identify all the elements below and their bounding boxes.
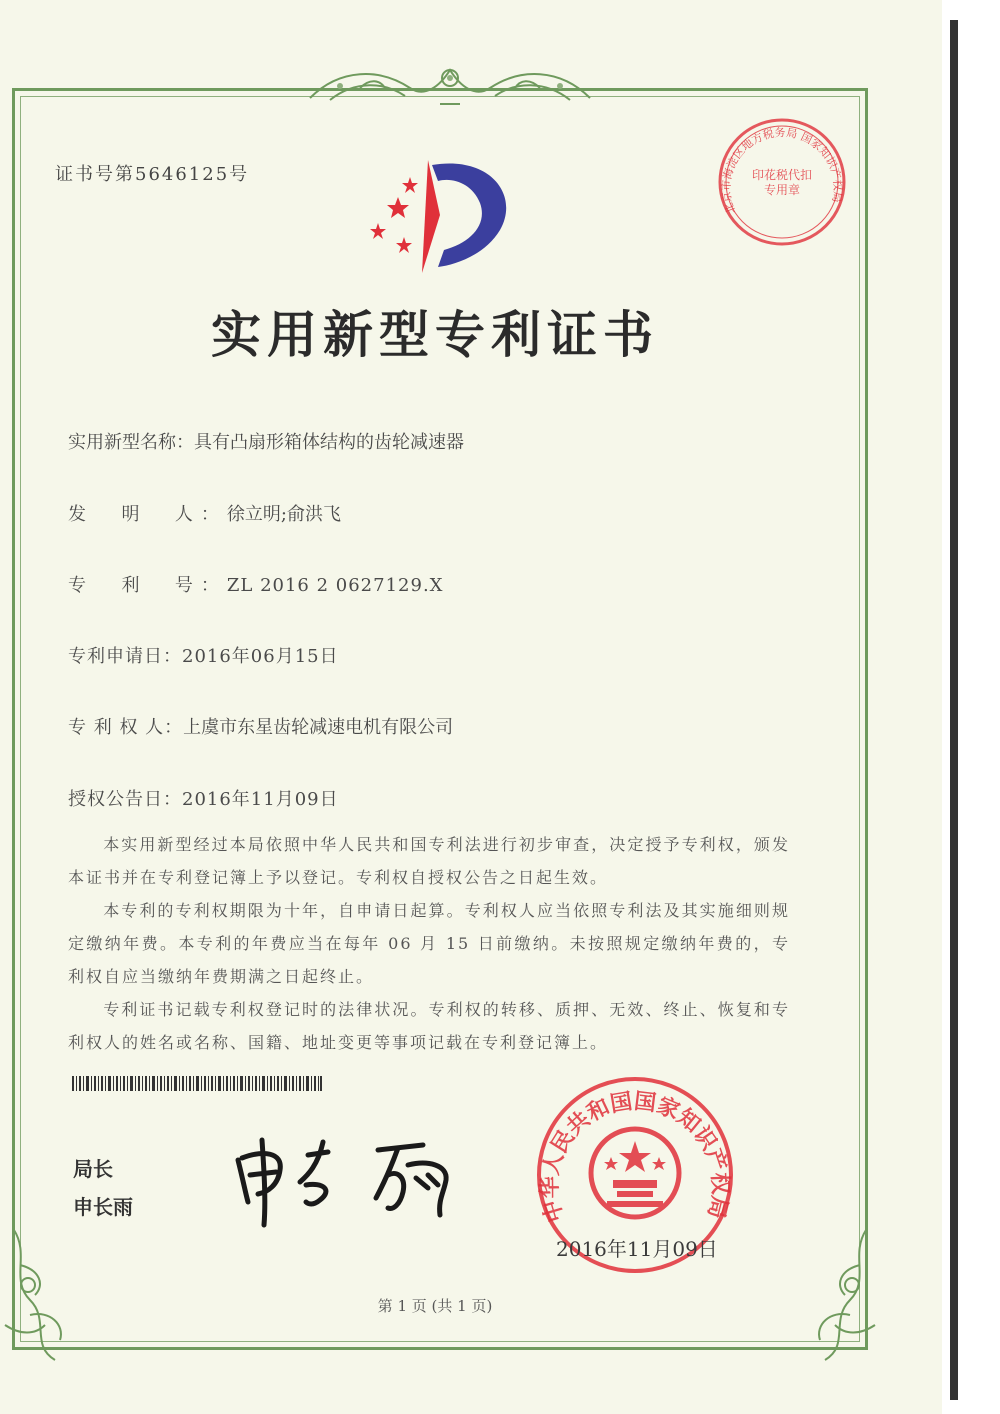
field-value: 2016年11月09日 bbox=[182, 789, 339, 810]
field-label: 发 明 人： bbox=[68, 504, 227, 525]
certificate-body bbox=[68, 828, 790, 1059]
director-signature bbox=[228, 1130, 468, 1230]
small-seal-center-text: 印花税代扣专用章 bbox=[752, 168, 812, 197]
field-value: 徐立明;俞洪飞 bbox=[226, 504, 341, 525]
paragraph-grant: 本实用新型经过本局依照中华人民共和国专利法进行初步审查，决定授予专利权，颁发本证书并在专利登记簿上予以登记。专利权自授权公告之日起生效。 bbox=[68, 835, 790, 887]
director-name: 申长雨 bbox=[73, 1195, 133, 1219]
field-filing-date bbox=[68, 642, 339, 668]
seal-date: 2016年11月09日 bbox=[556, 1237, 718, 1261]
field-patent-number bbox=[68, 571, 443, 597]
director-title: 局长 bbox=[73, 1157, 113, 1181]
barcode bbox=[72, 1076, 322, 1091]
field-utility-model-name bbox=[68, 428, 464, 454]
top-ornament bbox=[300, 58, 600, 110]
seal-text: 中华人民共和国国家知识产权局 bbox=[536, 1088, 734, 1226]
field-label: 专 利 权 人： bbox=[68, 717, 184, 738]
certificate-number: 证书号第5646125号 bbox=[55, 164, 250, 185]
field-patentee bbox=[68, 713, 453, 739]
field-inventor bbox=[68, 500, 341, 526]
small-seal-text: 北京市海淀区地方税务局 国家知识产权局 bbox=[719, 126, 845, 216]
paragraph-term: 本专利的专利权期限为十年，自申请日起算。专利权人应当依照专利法及其实施细则规定缴纳年费。本专利的年费应当在每年 06 月 15 日前缴纳。未按照规定缴纳年费的，专利权自应当缴纳年费期满之日起终止。 bbox=[68, 901, 790, 986]
field-label: 专 利 号： bbox=[68, 575, 227, 596]
paragraph-legal-status: 专利证书记载专利权登记时的法律状况。专利权的转移、质押、无效、终止、恢复和专利权人的姓名或名称、国籍、地址变更等事项记载在专利登记簿上。 bbox=[68, 1000, 790, 1052]
patent-office-logo bbox=[360, 155, 530, 280]
field-value: 上虞市东星齿轮减速电机有限公司 bbox=[183, 717, 454, 738]
field-value: ZL 2016 2 0627129.X bbox=[226, 575, 444, 596]
field-label: 专利申请日： bbox=[68, 646, 182, 667]
field-label: 实用新型名称： bbox=[68, 432, 194, 453]
field-grant-date bbox=[68, 785, 339, 811]
scan-edge-shadow bbox=[950, 20, 958, 1400]
certificate-title: 实用新型专利证书 bbox=[211, 305, 659, 364]
field-label: 授权公告日： bbox=[68, 789, 182, 810]
page-number: 第 1 页 (共 1 页) bbox=[377, 1297, 493, 1315]
stamp-duty-seal bbox=[716, 116, 848, 248]
field-value: 2016年06月15日 bbox=[182, 646, 339, 667]
field-value: 具有凸扇形箱体结构的齿轮减速器 bbox=[194, 432, 464, 453]
